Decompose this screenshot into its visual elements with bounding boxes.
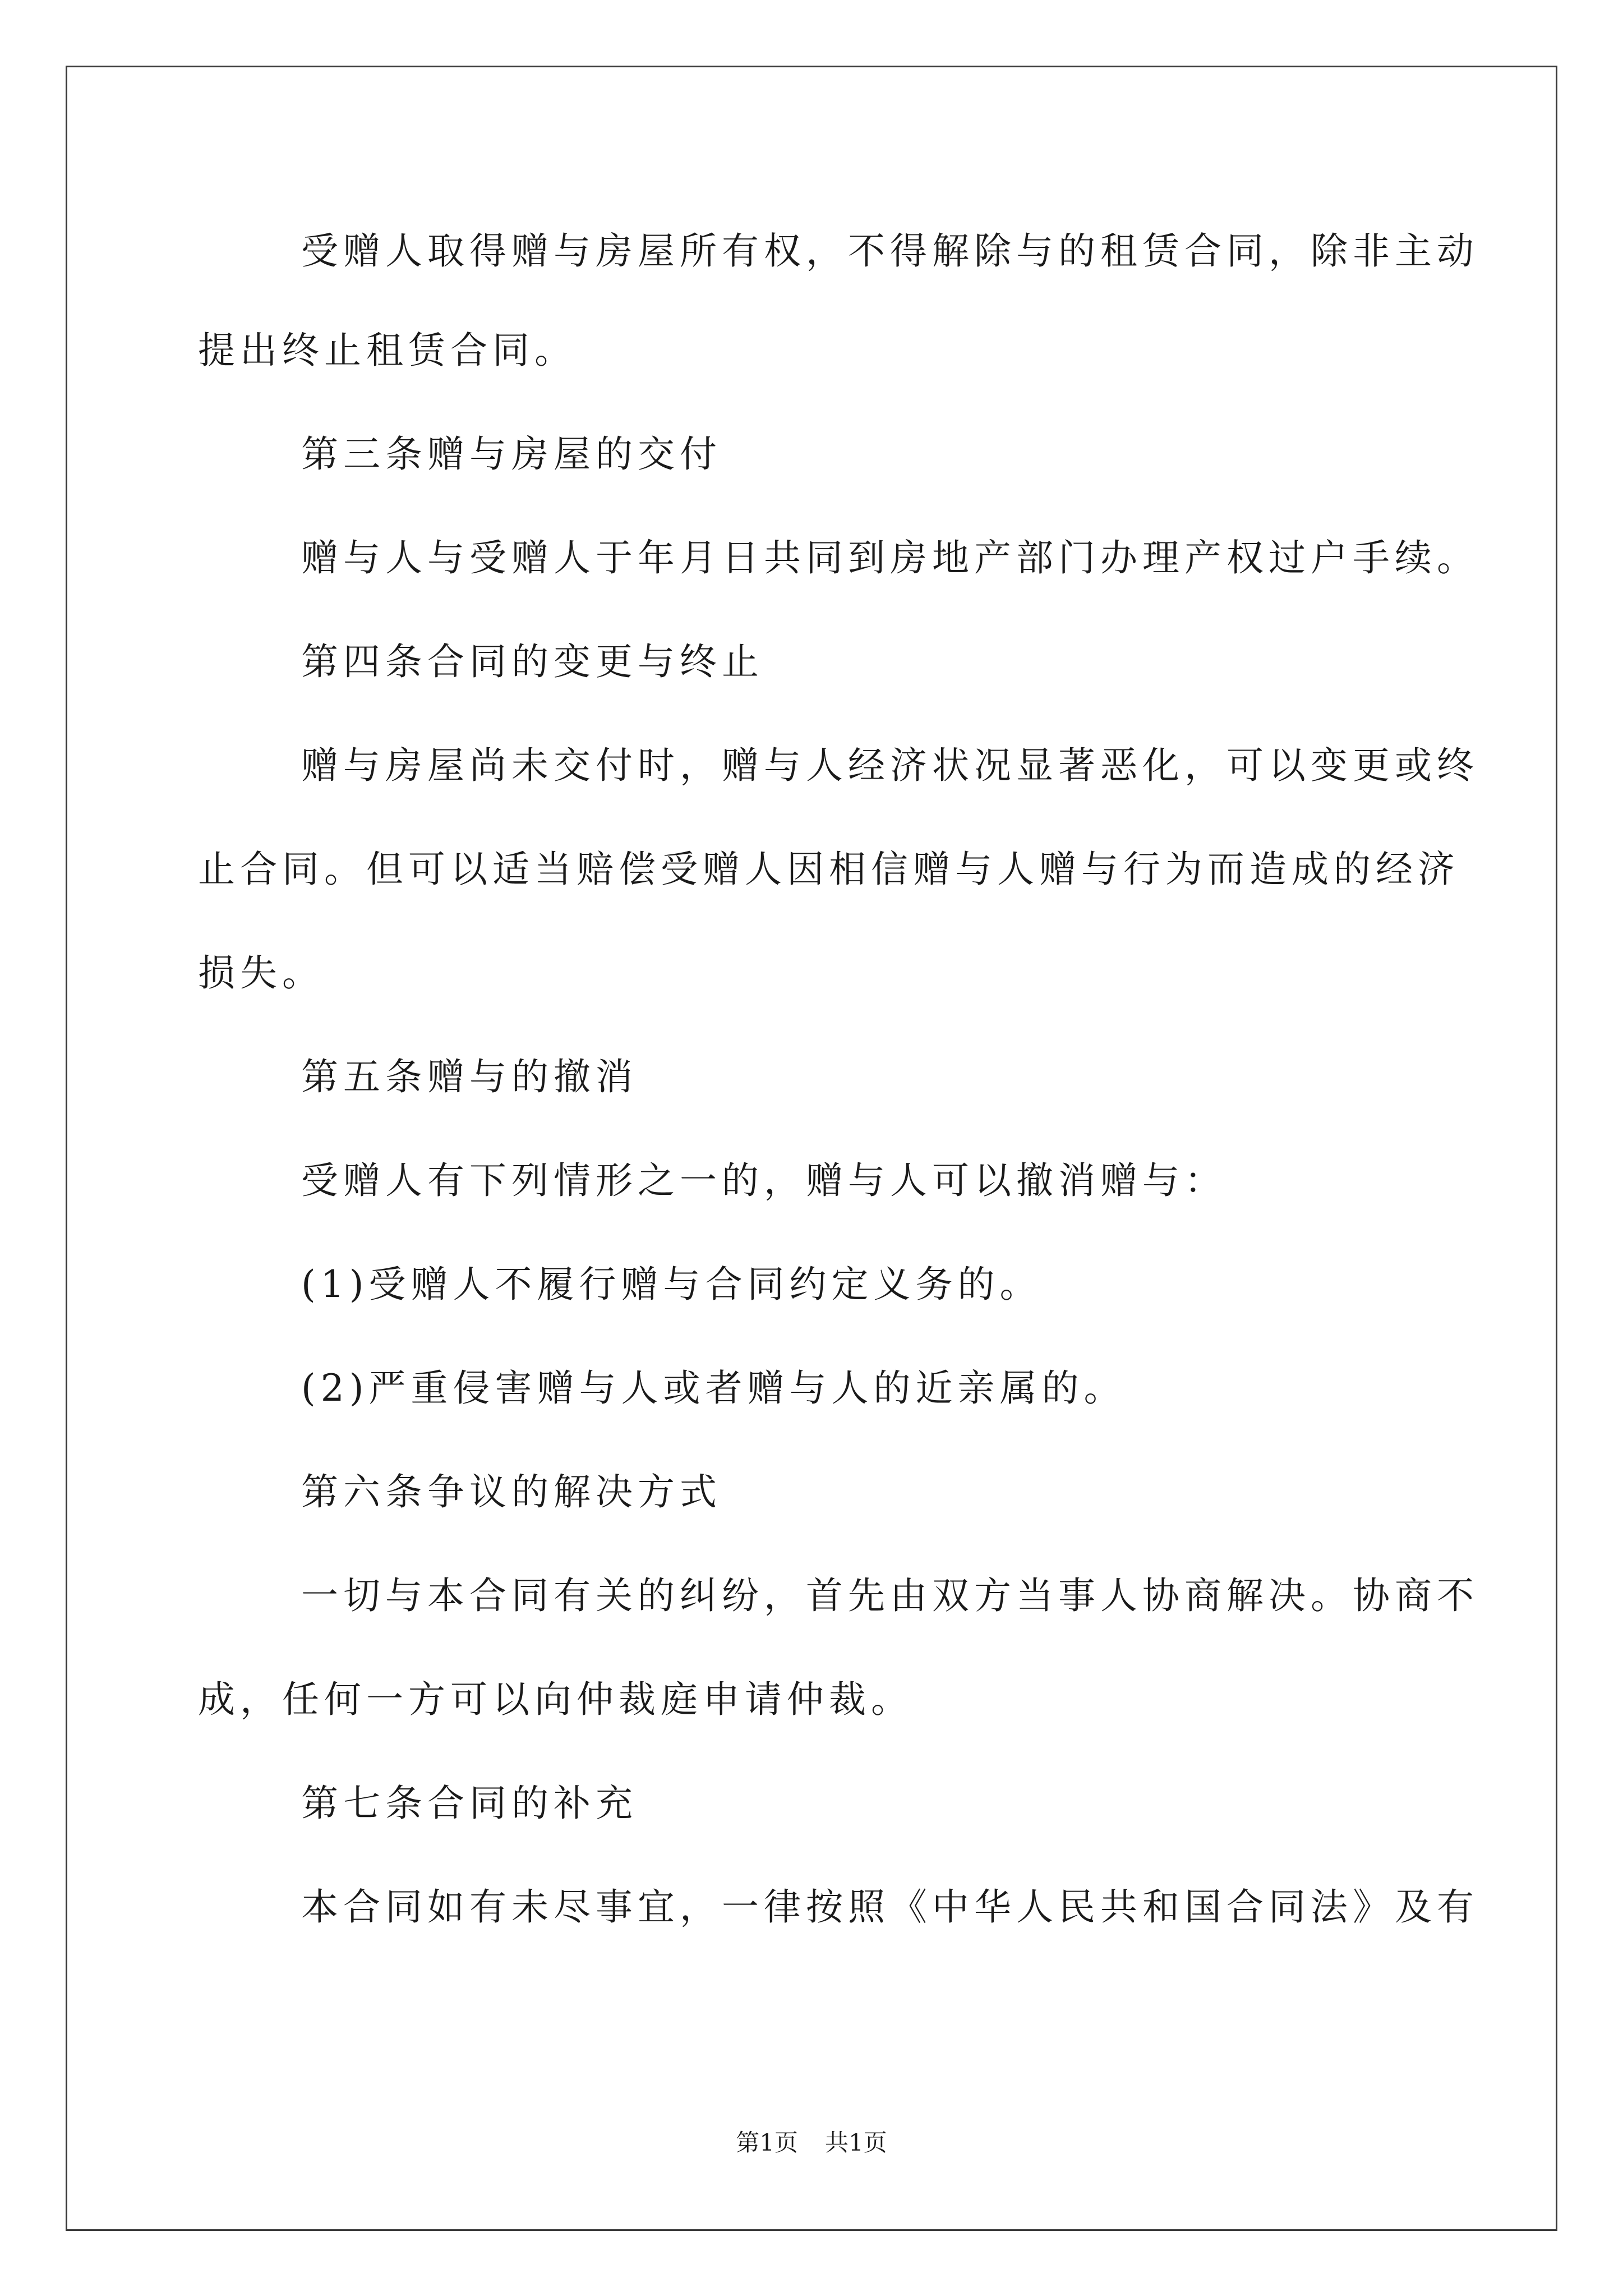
- paragraph-line: 损失。: [198, 951, 324, 995]
- paragraph-line: 成，任何一方可以向仲裁庭申请仲裁。: [198, 1678, 913, 1721]
- paragraph-line: 受赠人取得赠与房屋所有权，不得解除与的租赁合同，除非主动: [301, 229, 1479, 273]
- paragraph-line: 一切与本合同有关的纠纷，首先由双方当事人协商解决。协商不: [301, 1574, 1479, 1617]
- paragraph-line: 赠与房屋尚未交付时，赠与人经济状况显著恶化，可以变更或终: [301, 744, 1479, 787]
- page-total: 共1页: [825, 2129, 887, 2156]
- paragraph-line: 本合同如有未尽事宜，一律按照《中华人民共和国合同法》及有: [301, 1885, 1479, 1929]
- page-footer: [0, 2126, 1623, 2160]
- paragraph-line: 止合同。但可以适当赔偿受赠人因相信赠与人赠与行为而造成的经济: [198, 848, 1460, 891]
- paragraph-line: (2)严重侵害赠与人或者赠与人的近亲属的。: [301, 1366, 1126, 1410]
- section-heading: 第三条赠与房屋的交付: [301, 432, 722, 476]
- paragraph-line: (1)受赠人不履行赠与合同约定义务的。: [301, 1263, 1042, 1306]
- section-heading: 第五条赠与的撤消: [301, 1055, 638, 1098]
- section-heading: 第七条合同的补充: [301, 1782, 638, 1825]
- section-heading: 第六条争议的解决方式: [301, 1470, 722, 1513]
- paragraph-line: 提出终止租赁合同。: [198, 329, 577, 372]
- paragraph-line: 赠与人与受赠人于年月日共同到房地产部门办理产权过户手续。: [301, 536, 1479, 579]
- paragraph-line: 受赠人有下列情形之一的，赠与人可以撤消赠与：: [301, 1159, 1227, 1202]
- page-number: 第1页: [736, 2129, 798, 2156]
- section-heading: 第四条合同的变更与终止: [301, 640, 764, 683]
